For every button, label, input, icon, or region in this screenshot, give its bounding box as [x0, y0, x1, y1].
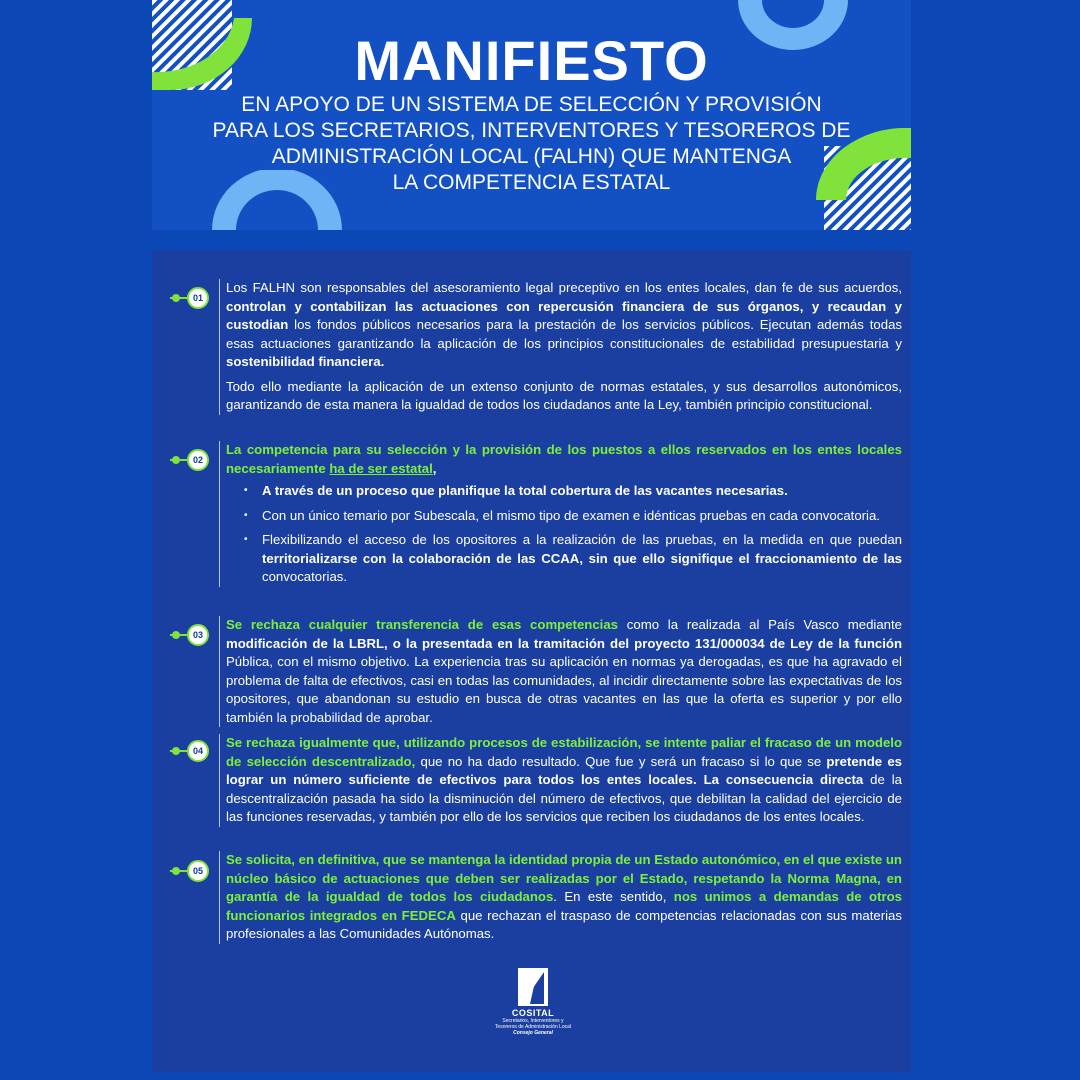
section-paragraph: Se solicita, en definitiva, que se mantenga la identidad propia de un Estado autonómico, en el que existe un núcleo básico de actuaciones que deben ser realizadas por el Estado, respetando la Norma Magna, en garantía de la igualdad de todos los ciudadanos. En este sentido, nos unimos a demandas de otros funcionarios integrados en FEDECA que rechazan el traspaso de competencias relacionadas con sus materias profesionales a las Comunidades Autónomas.	[226, 852, 902, 941]
list-item: • Con un único temario por Subescala, el mismo tipo de examen e idénticas pruebas en cada convocatoria.	[226, 507, 902, 526]
section-05	[219, 851, 902, 944]
logo-subtitle: Tesoreros de Administración Local	[494, 1024, 572, 1030]
section-marker-01	[170, 287, 212, 309]
section-number: 04	[187, 740, 209, 762]
bullet-list	[226, 482, 902, 587]
subtitle-line: LA COMPETENCIA ESTATAL	[392, 171, 671, 194]
section-lead: La competencia para su selección y la provisión de los puestos a ellos reservados en los entes locales necesariamente ha de ser estatal,	[226, 442, 902, 476]
section-01	[219, 279, 902, 415]
page-subtitle	[152, 92, 911, 196]
section-03	[219, 616, 902, 727]
section-paragraph: Todo ello mediante la aplicación de un extenso conjunto de normas estatales, y sus desarrollos autonómicos, garantizando de esta manera la igualdad de todos los ciudadanos ante la Ley, también principio constitucional.	[226, 378, 902, 412]
cosital-logo	[493, 968, 573, 1036]
logo-council: Consejo General	[513, 1030, 553, 1036]
section-02	[219, 441, 902, 587]
section-marker-03	[170, 624, 212, 646]
page-title: MANIFIESTO	[354, 29, 709, 92]
subtitle-line: PARA LOS SECRETARIOS, INTERVENTORES Y TESOREROS DE	[212, 119, 851, 142]
section-number: 01	[187, 287, 209, 309]
section-marker-05	[170, 860, 212, 882]
section-number: 05	[187, 860, 209, 882]
logo-subtitle: Secretarios, Interventores y	[502, 1018, 564, 1024]
section-paragraph: Se rechaza igualmente que, utilizando procesos de estabilización, se intente paliar el fracaso de un modelo de selección descentralizado, que no ha dado resultado. Que fue y será un fracaso si lo que se pretende es lograr un número suficiente de efectivos para todos los entes locales. La consecuencia directa de la descentralización pasada ha sido la disminución del número de efectivos, que debilitan la calidad del ejercicio de las funciones reservadas, y también por ello de los servicios que reciben los ciudadanos de los entes locales.	[226, 735, 902, 824]
logo-name: COSITAL	[511, 1008, 555, 1018]
section-marker-02	[170, 449, 212, 471]
section-number: 03	[187, 624, 209, 646]
logo-mark-icon	[518, 968, 548, 1006]
subtitle-line: EN APOYO DE UN SISTEMA DE SELECCIÓN Y PROVISIÓN	[241, 93, 822, 116]
section-number: 02	[187, 449, 209, 471]
section-paragraph: Los FALHN son responsables del asesoramiento legal preceptivo en los entes locales, dan fe de sus acuerdos, controlan y contabilizan las actuaciones con repercusión financiera de sus órganos, y recaudan y custodian los fondos públicos necesarios para la prestación de los servicios públicos. Ejecutan además todas esas actuaciones garantizando la aplicación de los principios constitucionales de estabilidad presupuestaria y sostenibilidad financiera.	[226, 280, 902, 369]
list-item: • A través de un proceso que planifique la total cobertura de las vacantes necesarias.	[226, 482, 902, 501]
section-marker-04	[170, 740, 212, 762]
header-banner	[152, 0, 911, 230]
section-paragraph: Se rechaza cualquier transferencia de esas competencias como la realizada al País Vasco mediante modificación de la LBRL, o la presentada en la tramitación del proyecto 131/000034 de Ley de la función Pública, con el mismo objetivo. La experiencia tras su aplicación en normas ya derogadas, es que ha agravado el problema de falta de efectivos, casi en todas las comunidades, al incidir directamente sobre las expectativas de los opositores, que abandonan su estudio en busca de otras vacantes en las que la oferta es superior y por ello también la probabilidad de aprobar.	[226, 617, 903, 725]
list-item: • Flexibilizando el acceso de los opositores a la realización de las pruebas, en la medida en que puedan territorializarse con la colaboración de las CCAA, sin que ello signifique el fraccionamiento de las convocatorias.	[226, 531, 902, 587]
section-04	[219, 734, 902, 827]
subtitle-line: ADMINISTRACIÓN LOCAL (FALHN) QUE MANTENGA	[271, 145, 792, 168]
